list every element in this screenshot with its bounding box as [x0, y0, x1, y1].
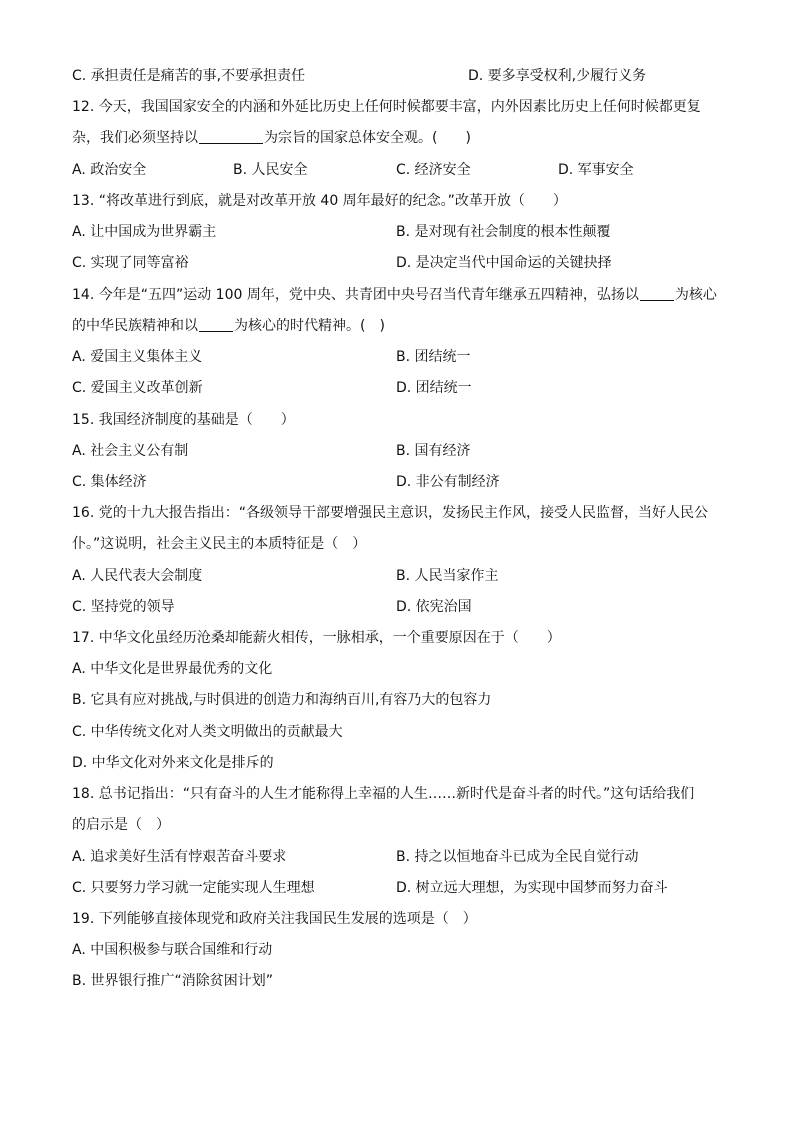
q16-option-d: D. 依宪治国: [396, 599, 472, 615]
q11-options-row: [72, 66, 647, 86]
q12-option-b: B. 人民安全: [233, 162, 308, 178]
q18-option-d: D. 树立远大理想，为实现中国梦而努力奋斗: [396, 880, 668, 896]
q13-option-a: A. 让中国成为世界霸主: [72, 224, 217, 240]
q12-option-a: A. 政治安全: [72, 162, 147, 178]
q13-stem: 13. “将改革进行到底，就是对改革开放 40 周年最好的纪念。”改革开放（ ）: [72, 193, 567, 209]
q11-option-c: C. 承担责任是痛苦的事,不要承担责任: [72, 68, 306, 84]
q12-options-row: [72, 160, 634, 180]
q17-option-d: D. 中华文化对外来文化是排斥的: [72, 755, 274, 771]
q14-stem-line1: 14. 今年是“五四”运动 100 周年，党中央、共青团中央号召当代青年继承五四精神，弘扬以 为核心: [72, 287, 717, 303]
q13-option-c: C. 实现了同等富裕: [72, 255, 189, 271]
q19-stem: 19. 下列能够直接体现党和政府关注我国民生发展的选项是（ ）: [72, 911, 477, 927]
q12-option-c: C. 经济安全: [396, 162, 471, 178]
q15-stem: 15. 我国经济制度的基础是（ ）: [72, 412, 295, 428]
q15-option-c: C. 集体经济: [72, 474, 147, 490]
q13-options-row1: [72, 222, 611, 242]
q13-options-row2: [72, 253, 612, 273]
q16-stem-line2: 仆。”这说明，社会主义民主的本质特征是（ ）: [72, 536, 367, 552]
q14-options-row2: [72, 378, 472, 398]
q19-option-a: A. 中国积极参与联合国维和行动: [72, 942, 273, 958]
q12-blank: [199, 129, 263, 144]
q16-options-row2: [72, 597, 472, 617]
q16-option-c: C. 坚持党的领导: [72, 599, 175, 615]
q16-options-row1: [72, 566, 499, 586]
q18-option-c: C. 只要努力学习就一定能实现人生理想: [72, 880, 315, 896]
q18-stem-line2: 的启示是（ ）: [72, 817, 170, 833]
q13-option-b: B. 是对现有社会制度的根本性颠覆: [396, 224, 611, 240]
q18-options-row2: [72, 878, 668, 898]
q12-stem-line1: 12. 今天，我国国家安全的内涵和外延比历史上任何时候都要丰富，内外因素比历史上任何时候都更复: [72, 99, 701, 115]
q15-options-row2: [72, 472, 500, 492]
q16-option-a: A. 人民代表大会制度: [72, 568, 203, 584]
q12-stem-line2: 杂，我们必须坚持以 为宗旨的国家总体安全观。( ): [72, 130, 471, 146]
q14-stem-line2: 的中华民族精神和以 为核心的时代精神。( ): [72, 318, 385, 334]
q11-option-d: D. 要多享受权利,少履行义务: [468, 68, 647, 84]
q14-options-row1: [72, 347, 471, 367]
q14-option-a: A. 爱国主义集体主义: [72, 349, 203, 365]
q17-option-a: A. 中华文化是世界最优秀的文化: [72, 661, 273, 677]
q19-option-b: B. 世界银行推广“消除贫困计划”: [72, 973, 274, 989]
q15-option-d: D. 非公有制经济: [396, 474, 500, 490]
q17-option-c: C. 中华传统文化对人类文明做出的贡献最大: [72, 724, 343, 740]
q14-blank-2: [199, 317, 233, 332]
q16-option-b: B. 人民当家作主: [396, 568, 499, 584]
q15-option-b: B. 国有经济: [396, 443, 471, 459]
q18-stem-line1: 18. 总书记指出：“只有奋斗的人生才能称得上幸福的人生……新时代是奋斗者的时代。”这句话给我们: [72, 786, 695, 802]
q13-option-d: D. 是决定当代中国命运的关键抉择: [396, 255, 612, 271]
q14-option-d: D. 团结统一: [396, 380, 472, 396]
q18-options-row1: [72, 847, 639, 867]
q15-option-a: A. 社会主义公有制: [72, 443, 189, 459]
q14-option-b: B. 团结统一: [396, 349, 471, 365]
q12-option-d: D. 军事安全: [558, 162, 634, 178]
q17-stem: 17. 中华文化虽经历沧桑却能薪火相传，一脉相承，一个重要原因在于（ ）: [72, 630, 561, 646]
q14-blank-1: [640, 286, 674, 301]
q18-option-a: A. 追求美好生活有悖艰苦奋斗要求: [72, 849, 287, 865]
q16-stem-line1: 16. 党的十九大报告指出：“各级领导干部要增强民主意识，发扬民主作风，接受人民监督，当好人民公: [72, 505, 708, 521]
q18-option-b: B. 持之以恒地奋斗已成为全民自觉行动: [396, 849, 639, 865]
q14-option-c: C. 爱国主义改革创新: [72, 380, 203, 396]
q15-options-row1: [72, 441, 471, 461]
q17-option-b: B. 它具有应对挑战,与时俱进的创造力和海纳百川,有容乃大的包容力: [72, 692, 492, 708]
